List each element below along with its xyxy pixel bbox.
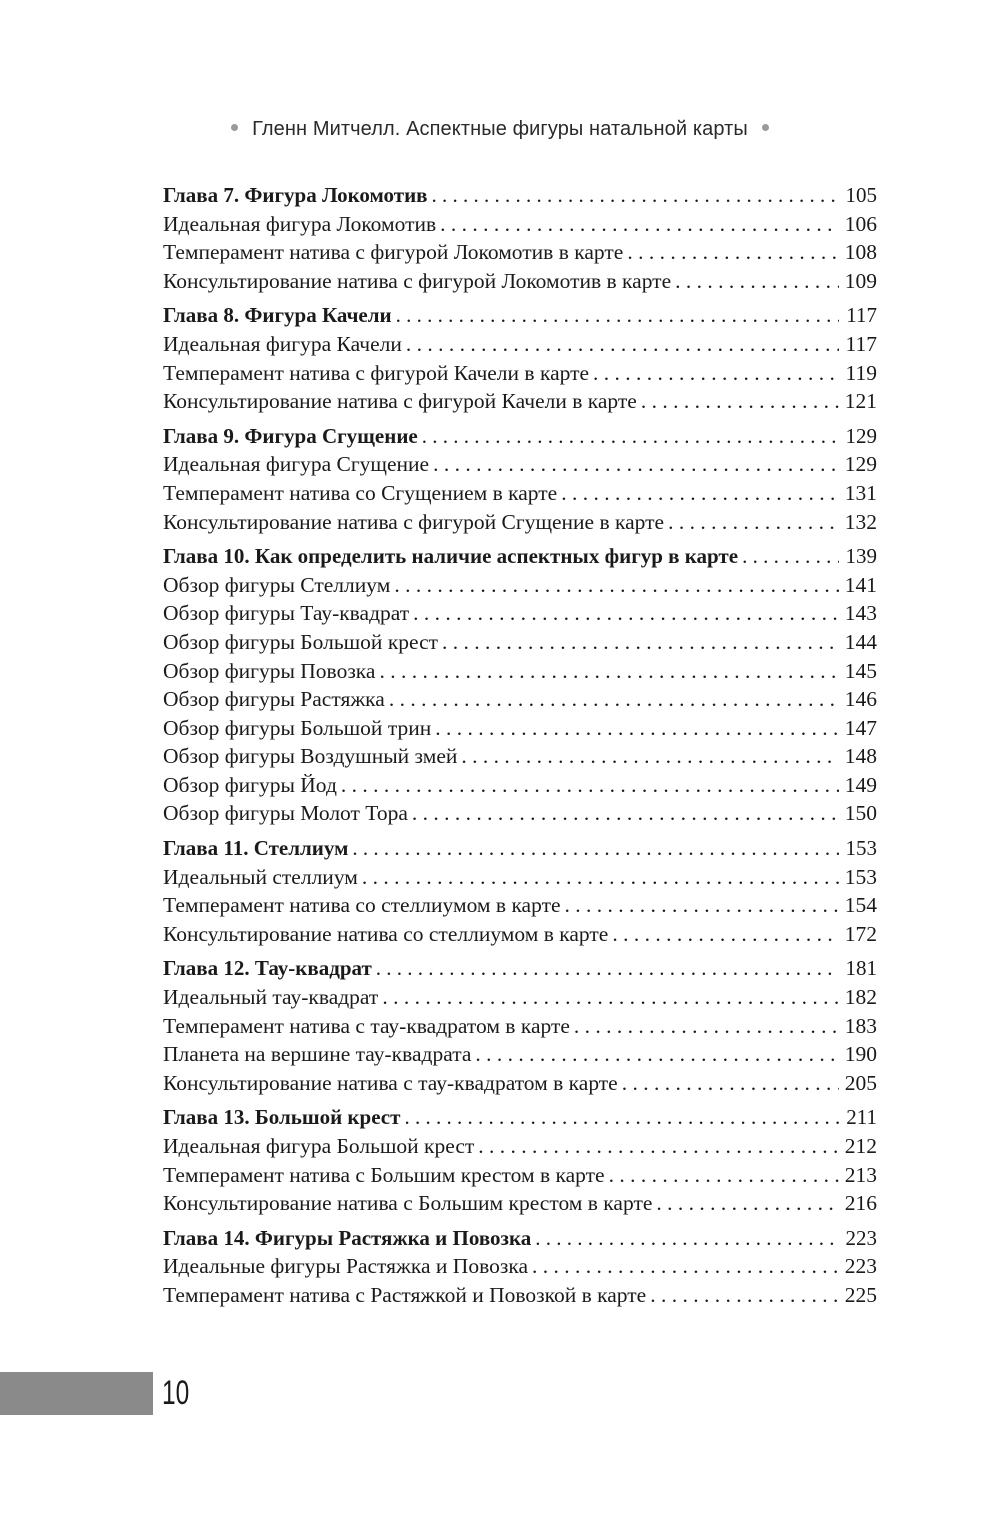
toc-entry-title: Планета на вершине тау-квадрата xyxy=(163,1042,472,1067)
toc-chapter-title: Глава 13. Большой крест xyxy=(163,1105,401,1130)
dot-leader xyxy=(609,1161,839,1190)
toc-entry-page: 183 xyxy=(844,1013,877,1038)
toc-entry-title: Идеальная фигура Локомотив xyxy=(163,211,437,236)
toc-entry-title: Обзор фигуры Молот Тора xyxy=(163,801,408,826)
toc-chapter[interactable] xyxy=(163,301,877,330)
toc-entry[interactable] xyxy=(163,599,877,628)
toc-chapter-page: 117 xyxy=(846,303,877,328)
toc-entry-title: Обзор фигуры Повозка xyxy=(163,658,376,683)
toc-chapter[interactable] xyxy=(163,542,877,571)
dot-leader xyxy=(396,301,839,330)
dot-leader xyxy=(675,267,839,296)
table-of-contents xyxy=(163,181,877,1316)
toc-chapter-title: Глава 11. Стеллиум xyxy=(163,836,349,861)
toc-entry-page: 182 xyxy=(844,985,877,1010)
running-title: Гленн Митчелл. Аспектные фигуры натальной карты xyxy=(252,118,748,140)
toc-chapter[interactable] xyxy=(163,1224,877,1253)
toc-entry-page: 145 xyxy=(844,658,877,683)
dot-leader xyxy=(406,330,839,359)
dot-leader xyxy=(413,599,839,628)
toc-entry-title: Консультирование натива с фигурой Локомотив в карте xyxy=(163,268,672,293)
toc-section xyxy=(163,542,877,828)
toc-entry-title: Консультирование натива с фигурой Сгущение в карте xyxy=(163,509,665,534)
toc-chapter-title: Глава 10. Как определить наличие аспектных фигур в карте xyxy=(163,544,739,569)
dot-leader xyxy=(352,834,839,863)
toc-section xyxy=(163,1224,877,1310)
toc-entry-page: 144 xyxy=(844,629,877,654)
page-number: 10 xyxy=(162,1374,190,1412)
dot-leader xyxy=(532,1252,839,1281)
dot-leader xyxy=(382,983,839,1012)
toc-entry-page: 143 xyxy=(844,601,877,626)
toc-entry-page: 121 xyxy=(844,389,877,414)
toc-entry-title: Темперамент натива с фигурой Локомотив в карте xyxy=(163,240,624,265)
toc-entry[interactable] xyxy=(163,238,877,267)
toc-entry[interactable] xyxy=(163,771,877,800)
toc-entry[interactable] xyxy=(163,1161,877,1190)
toc-entry-page: 148 xyxy=(844,744,877,769)
toc-entry-title: Обзор фигуры Воздушный змей xyxy=(163,744,458,769)
toc-entry-title: Идеальный стеллиум xyxy=(163,864,358,889)
toc-entry-page: 216 xyxy=(844,1191,877,1216)
dot-leader xyxy=(535,1224,839,1253)
toc-entry-title: Идеальные фигуры Растяжка и Повозка xyxy=(163,1254,528,1279)
toc-entry-title: Консультирование натива с фигурой Качели в карте xyxy=(163,389,637,414)
toc-entry-page: 108 xyxy=(844,240,877,265)
toc-entry-page: 119 xyxy=(845,360,877,385)
toc-entry[interactable] xyxy=(163,983,877,1012)
dot-leader xyxy=(435,714,839,743)
toc-entry-title: Идеальная фигура Сгущение xyxy=(163,452,430,477)
toc-entry-title: Темперамент натива с Большим крестом в карте xyxy=(163,1162,605,1187)
toc-entry[interactable] xyxy=(163,508,877,537)
toc-entry[interactable] xyxy=(163,863,877,892)
toc-entry[interactable] xyxy=(163,210,877,239)
toc-entry[interactable] xyxy=(163,359,877,388)
toc-chapter[interactable] xyxy=(163,181,877,210)
toc-chapter-page: 223 xyxy=(845,1225,877,1250)
toc-chapter-title: Глава 8. Фигура Качели xyxy=(163,303,392,328)
toc-entry[interactable] xyxy=(163,920,877,949)
toc-entry-page: 213 xyxy=(844,1162,877,1187)
dot-leader xyxy=(376,954,839,983)
dot-leader xyxy=(389,685,839,714)
toc-entry-page: 132 xyxy=(844,509,877,534)
dot-leader xyxy=(394,571,839,600)
dot-leader xyxy=(561,479,839,508)
toc-entry[interactable] xyxy=(163,1069,877,1098)
toc-entry-page: 212 xyxy=(844,1134,877,1158)
dot-leader xyxy=(341,771,839,800)
running-header xyxy=(0,118,1000,141)
dot-leader xyxy=(668,508,839,537)
toc-entry-page: 109 xyxy=(844,268,877,293)
toc-chapter-title: Глава 14. Фигуры Растяжка и Повозка xyxy=(163,1225,532,1250)
toc-entry-page: 141 xyxy=(844,572,877,597)
toc-entry[interactable] xyxy=(163,1132,877,1161)
dot-leader xyxy=(650,1281,839,1310)
toc-entry-page: 190 xyxy=(844,1042,877,1067)
toc-entry-title: Темперамент натива с тау-квадратом в карте xyxy=(163,1013,570,1038)
bullet-dot-icon xyxy=(762,124,769,131)
dot-leader xyxy=(593,359,839,388)
toc-section xyxy=(163,1103,877,1217)
toc-entry-page: 146 xyxy=(844,687,877,712)
toc-entry[interactable] xyxy=(163,742,877,771)
toc-entry-page: 223 xyxy=(844,1254,877,1279)
toc-entry-title: Идеальный тау-квадрат xyxy=(163,985,379,1010)
toc-chapter-page: 105 xyxy=(845,183,877,207)
toc-entry-title: Обзор фигуры Йод xyxy=(163,772,337,797)
toc-entry[interactable] xyxy=(163,685,877,714)
toc-entry[interactable] xyxy=(163,891,877,920)
dot-leader xyxy=(574,1012,839,1041)
toc-chapter-title: Глава 7. Фигура Локомотив xyxy=(163,183,428,207)
toc-entry-title: Темперамент натива со Сгущением в карте xyxy=(163,480,558,505)
toc-entry[interactable] xyxy=(163,1012,877,1041)
toc-chapter-page: 153 xyxy=(845,836,877,861)
dot-leader xyxy=(461,742,839,771)
dot-leader xyxy=(404,1103,839,1132)
toc-entry[interactable] xyxy=(163,1252,877,1281)
toc-entry[interactable] xyxy=(163,571,877,600)
toc-entry-page: 150 xyxy=(844,801,877,826)
toc-entry-title: Идеальная фигура Большой крест xyxy=(163,1134,475,1158)
dot-leader xyxy=(442,628,839,657)
dot-leader xyxy=(656,1189,839,1218)
toc-entry[interactable] xyxy=(163,799,877,828)
toc-entry[interactable] xyxy=(163,714,877,743)
toc-entry-title: Консультирование натива с Большим крестом в карте xyxy=(163,1191,653,1216)
dot-leader xyxy=(475,1040,839,1069)
dot-leader xyxy=(627,238,839,267)
dot-leader xyxy=(742,542,839,571)
dot-leader xyxy=(565,891,839,920)
toc-entry[interactable] xyxy=(163,479,877,508)
toc-entry-page: 205 xyxy=(844,1070,877,1095)
dot-leader xyxy=(362,863,839,892)
toc-entry-title: Темперамент натива с Растяжкой и Повозкой в карте xyxy=(163,1282,647,1307)
toc-chapter[interactable] xyxy=(163,834,877,863)
toc-section xyxy=(163,954,877,1097)
dot-leader xyxy=(622,1069,839,1098)
toc-entry-page: 131 xyxy=(844,480,877,505)
toc-entry-title: Темперамент натива с фигурой Качели в карте xyxy=(163,360,590,385)
toc-chapter-page: 211 xyxy=(846,1105,877,1130)
toc-entry-title: Консультирование натива со стеллиумом в карте xyxy=(163,921,609,946)
toc-entry-page: 154 xyxy=(844,893,877,918)
toc-chapter-page: 181 xyxy=(845,956,877,981)
toc-chapter-page: 139 xyxy=(845,544,877,569)
toc-chapter[interactable] xyxy=(163,422,877,451)
dot-leader xyxy=(422,422,839,451)
toc-chapter-page: 129 xyxy=(845,423,877,448)
footer-bar xyxy=(0,1372,153,1415)
toc-entry[interactable] xyxy=(163,387,877,416)
toc-entry-title: Идеальная фигура Качели xyxy=(163,331,402,356)
toc-chapter[interactable] xyxy=(163,954,877,983)
toc-entry-title: Обзор фигуры Тау-квадрат xyxy=(163,601,410,626)
dot-leader xyxy=(432,181,839,210)
toc-section xyxy=(163,834,877,948)
toc-entry-title: Консультирование натива с тау-квадратом в карте xyxy=(163,1070,618,1095)
toc-section xyxy=(163,422,877,536)
bullet-dot-icon xyxy=(231,124,238,131)
toc-entry-page: 149 xyxy=(844,772,877,797)
toc-entry-page: 129 xyxy=(844,452,877,477)
toc-entry[interactable] xyxy=(163,330,877,359)
dot-leader xyxy=(612,920,839,949)
toc-entry-title: Обзор фигуры Большой трин xyxy=(163,715,432,740)
toc-entry-title: Обзор фигуры Растяжка xyxy=(163,687,385,712)
toc-entry-title: Обзор фигуры Стеллиум xyxy=(163,572,391,597)
dot-leader xyxy=(412,799,839,828)
dot-leader xyxy=(433,450,839,479)
toc-entry[interactable] xyxy=(163,1281,877,1310)
toc-entry-page: 172 xyxy=(844,921,877,946)
dot-leader xyxy=(379,657,839,686)
toc-entry-page: 117 xyxy=(845,331,877,356)
toc-entry[interactable] xyxy=(163,628,877,657)
toc-chapter[interactable] xyxy=(163,1103,877,1132)
toc-entry[interactable] xyxy=(163,657,877,686)
toc-entry[interactable] xyxy=(163,267,877,296)
dot-leader xyxy=(641,387,839,416)
toc-chapter-title: Глава 12. Тау-квадрат xyxy=(163,956,372,981)
toc-entry[interactable] xyxy=(163,450,877,479)
toc-entry[interactable] xyxy=(163,1040,877,1069)
toc-entry-page: 147 xyxy=(844,715,877,740)
toc-entry-page: 153 xyxy=(844,864,877,889)
dot-leader xyxy=(440,210,839,239)
dot-leader xyxy=(478,1132,839,1161)
toc-entry-title: Темперамент натива со стеллиумом в карте xyxy=(163,893,561,918)
toc-entry-title: Обзор фигуры Большой крест xyxy=(163,629,439,654)
toc-section xyxy=(163,301,877,415)
toc-entry-page: 106 xyxy=(844,211,877,236)
toc-entry-page: 225 xyxy=(844,1282,877,1307)
toc-chapter-title: Глава 9. Фигура Сгущение xyxy=(163,423,418,448)
toc-entry[interactable] xyxy=(163,1189,877,1218)
toc-section xyxy=(163,181,877,295)
